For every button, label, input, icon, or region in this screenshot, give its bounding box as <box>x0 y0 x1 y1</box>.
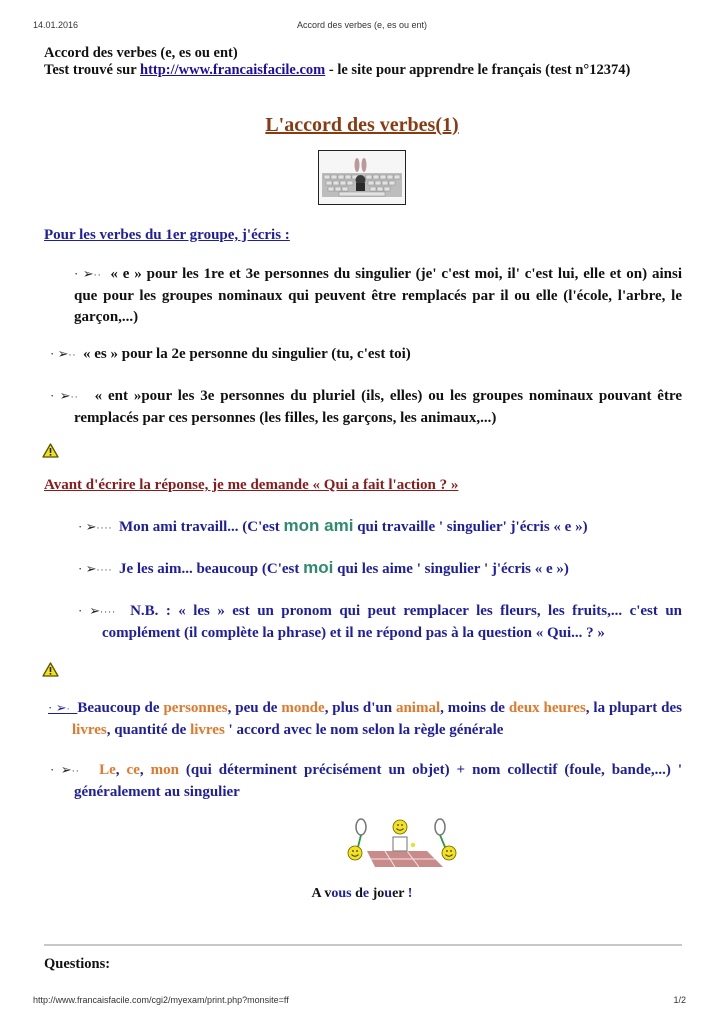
list-item <box>78 557 688 581</box>
source-line <box>44 62 630 79</box>
highlight-determiner: ce <box>126 762 140 778</box>
highlight-determiner: mon <box>150 762 179 778</box>
item-text: Mon ami travaill... (C'est <box>118 519 284 535</box>
list-item <box>48 697 682 741</box>
jouer-part: ous <box>331 886 352 901</box>
arrowhead-bullet-icon: · ➢···· <box>78 561 113 576</box>
highlight-noun: livres <box>72 722 107 738</box>
list-item <box>78 600 682 644</box>
page-number: 1/2 <box>673 995 686 1005</box>
list-item <box>50 343 682 366</box>
list-item <box>50 263 682 328</box>
arrowhead-bullet-icon: · ➢·· <box>50 388 79 403</box>
jouer-part: er <box>392 886 405 901</box>
a-vous-de-jouer <box>0 886 724 902</box>
jouer-part: u <box>384 886 393 901</box>
item-text: « es » pour la 2e personne du singulier (tu, c'est toi) <box>82 346 411 362</box>
item-text: , peu de <box>227 700 282 716</box>
item-text: ' accord avec le nom selon la règle générale <box>224 722 504 738</box>
warning-triangle-icon <box>42 443 59 458</box>
item-text: (qui déterminent précisément un objet) + nom collectif (foule, bande,...) ' généralement au singulier <box>74 762 683 800</box>
highlight-determiner: Le <box>99 762 116 778</box>
section-heading-qui-a-fait: Avant d'écrire la réponse, je me demande « Qui a fait l'action ? » <box>44 477 459 493</box>
arrowhead-bullet-icon: · ➢·· <box>50 762 80 777</box>
item-text: Je les aim... beaucoup (C'est <box>118 561 304 577</box>
arrowhead-bullet-icon: · ➢· <box>48 700 71 715</box>
arrowhead-bullet-icon: · ➢···· <box>78 603 117 618</box>
item-text: , <box>139 762 151 778</box>
arrowhead-bullet-icon: · ➢···· <box>78 519 113 534</box>
highlight-noun: animal <box>395 700 441 716</box>
item-text: Beaucoup de <box>77 700 164 716</box>
item-text: « e » pour les 1re et 3e personnes du singulier (je' c'est moi, il' c'est lui, elle et on) ainsi que pour les groupes nominaux qui peuvent être remplacés par il ou elle (l'école, l'arbre, le garçon,...) <box>74 266 683 325</box>
jouer-part: d <box>351 886 363 901</box>
jouer-part: jo <box>369 886 385 901</box>
horizontal-divider <box>44 944 682 946</box>
document-head <box>44 45 630 79</box>
keyboard-rabbit-illustration <box>318 150 406 205</box>
item-text: , la plupart des <box>585 700 682 716</box>
item-text: « ent »pour les 3e personnes du pluriel (ils, elles) ou les groupes nominaux pouvant être remplacés par ces personnes (les filles, les garçons, les animaux,...) <box>74 388 682 426</box>
arrowhead-bullet-icon: · ➢·· <box>74 266 102 281</box>
source-prefix: Test trouvé sur <box>44 62 141 78</box>
highlight-subject: mon ami <box>283 516 354 535</box>
item-text: N.B. : « les » est un pronom qui peut remplacer les fleurs, les fruits,... c'est un complément (il complète la phrase) et il ne répond pas à la question « Qui... ? » <box>102 603 683 641</box>
jouer-part: A v <box>311 886 332 901</box>
jouer-part: ! <box>404 886 413 901</box>
item-text: , quantité de <box>106 722 191 738</box>
main-title: L'accord des verbes(1) <box>265 114 459 136</box>
document-title: Accord des verbes (e, es ou ent) <box>44 45 238 61</box>
print-url: http://www.francaisfacile.com/cgi2/myexam/print.php?monsite=ff <box>33 995 289 1005</box>
source-suffix: - le site pour apprendre le français (test n°12374) <box>325 62 631 78</box>
warning-triangle-icon <box>42 662 59 677</box>
questions-heading: Questions: <box>44 956 111 972</box>
item-text: qui travaille ' singulier' j'écris « e ») <box>353 519 588 535</box>
arrowhead-bullet-icon: · ➢·· <box>50 346 77 361</box>
highlight-noun: livres <box>190 722 225 738</box>
print-date: 14.01.2016 <box>33 20 79 30</box>
item-text: , moins de <box>440 700 509 716</box>
section-heading-1er-groupe: Pour les verbes du 1er groupe, j'écris : <box>44 227 290 243</box>
list-item <box>50 759 682 803</box>
smiley-tennis-illustration <box>345 815 460 870</box>
jouer-part: e <box>362 886 370 901</box>
highlight-noun: monde <box>281 700 325 716</box>
item-text: qui les aime ' singulier ' j'écris « e ») <box>333 561 569 577</box>
source-link[interactable]: http://www.francaisfacile.com <box>140 62 326 78</box>
print-title: Accord des verbes (e, es ou ent) <box>296 20 428 30</box>
highlight-subject: moi <box>303 558 334 577</box>
item-text: , plus d'un <box>324 700 396 716</box>
item-text: , <box>115 762 127 778</box>
list-item <box>50 385 682 429</box>
list-item <box>78 515 688 539</box>
highlight-noun: deux heures <box>508 700 586 716</box>
highlight-noun: personnes <box>163 700 228 716</box>
